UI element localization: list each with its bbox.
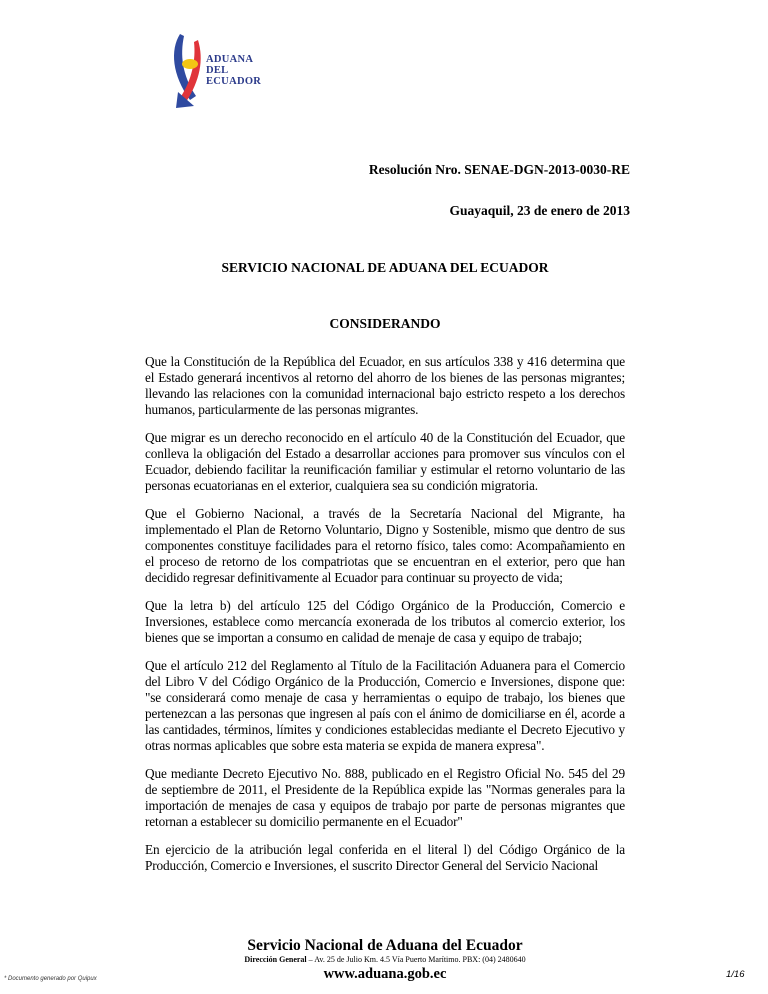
logo-line: ADUANA — [206, 54, 254, 65]
paragraph: Que el artículo 212 del Reglamento al Título de la Facilitación Aduanera para el Comercio del Libro V del Código Orgánico de la Producción, Comercio e Inversiones, dispone que: "se considerará como menaje de casa y herramientas o equipo de trabajo, los bienes que pertenezcan a las personas que ingresen al país con el ánimo de domiciliarse en él, acorde a las cantidades, términos, límites y condiciones establecidas mediante el Decreto Ejecutivo y otras normas aplicables que sobre esta materia se expida de manera expresa". — [145, 658, 625, 753]
logo-line: DEL — [206, 65, 229, 76]
aduana-logo — [168, 30, 278, 110]
resolution-number: Resolución Nro. SENAE-DGN-2013-0030-RE — [368, 162, 630, 177]
institution-heading: SERVICIO NACIONAL DE ADUANA DEL ECUADOR — [221, 260, 549, 275]
paragraph: Que el Gobierno Nacional, a través de la Secretaría Nacional del Migrante, ha implementado el Plan de Retorno Voluntario, Digno y Sostenible, mismo que dentro de sus componentes constituye facilidades para el retorno físico, tales como: Acompañamiento en el proceso de retorno de los compatriotas que se encuentran en el exterior, pero que han decidido regresar definitivamente al Ecuador para continuar su proyecto de vida; — [145, 506, 625, 585]
paragraph: Que la Constitución de la República del Ecuador, en sus artículos 338 y 416 determina que el Estado generará incentivos al retorno del ahorro de los bienes de las personas migrantes; llevando las relaciones con la comunidad internacional bajo estricto respeto a los derechos humanos, particularmente de las personas migrantes. — [145, 354, 625, 417]
paragraph: En ejercicio de la atribución legal conferida en el literal l) del Código Orgánico de la Producción, Comercio e Inversiones, el suscrito Director General del Servicio Nacional — [145, 842, 625, 873]
logo-emblem-icon — [168, 30, 208, 110]
place-date: Guayaquil, 23 de enero de 2013 — [449, 203, 630, 218]
logo-line: ECUADOR — [206, 76, 262, 87]
footer-address-label: Dirección General — [244, 955, 307, 964]
paragraph: Que la letra b) del artículo 125 del Código Orgánico de la Producción, Comercio e Inversiones, establece como mercancía exonerada de los tributos al comercio exterior, los bienes que se importan a consumo en calidad de menaje de casa y equipo de trabajo; — [145, 598, 625, 645]
page-number: 1/16 — [726, 969, 745, 980]
footer-title: Servicio Nacional de Aduana del Ecuador — [247, 937, 523, 954]
section-heading: CONSIDERANDO — [329, 316, 441, 331]
paragraph: Que migrar es un derecho reconocido en el artículo 40 de la Constitución del Ecuador, que conlleva la obligación del Estado a desarrollar acciones para promover sus vínculos con el Ecuador, debiendo facilitar la reunificación familiar y estimular el retorno voluntario de las personas ecuatorianas en el exterior, cualquiera sea su condición migratoria. — [145, 430, 625, 493]
document-body — [145, 354, 625, 874]
footer-website: www.aduana.gob.ec — [323, 966, 447, 982]
footer-address — [0, 955, 768, 964]
paragraph: Que mediante Decreto Ejecutivo No. 888, publicado en el Registro Oficial No. 545 del 29 de septiembre de 2011, el Presidente de la República expide las "Normas generales para la importación de menajes de casa y equipos de trabajo por parte de personas migrantes que retornan a establecer su domicilio permanente en el Ecuador" — [145, 766, 625, 829]
logo-wordmark — [206, 54, 261, 87]
footer-address-text: – Av. 25 de Julio Km. 4.5 Vía Puerto Marítimo. PBX: (04) 2480640 — [306, 955, 526, 964]
generated-note: * Documento generado por Quipux — [4, 976, 97, 982]
